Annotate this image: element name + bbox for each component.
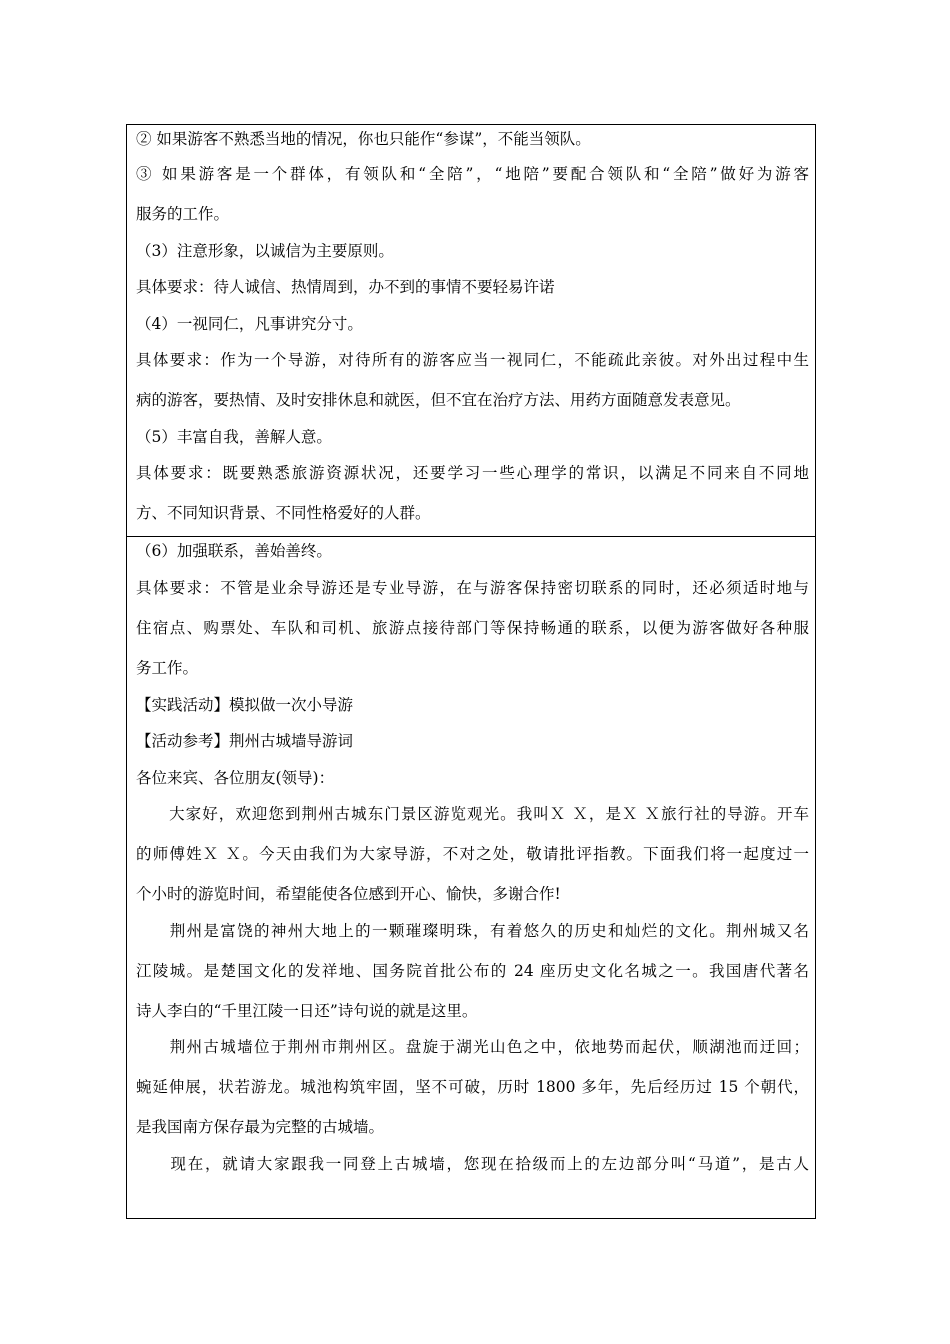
text-line: 【实践活动】模拟做一次小导游 (136, 696, 354, 714)
text-line: 的师傅姓Ｘ Ｘ。今天由我们为大家导游，不对之处，敬请批评指教。下面我们将一起度过一 (136, 845, 809, 863)
text-line: 服务的工作。 (136, 205, 230, 223)
text-line: 具体要求：既要熟悉旅游资源状况，还要学习一些心理学的常识，以满足不同来自不同地 (136, 464, 809, 482)
text-line: 诗人李白的“千里江陵一日还”诗句说的就是这里。 (136, 1002, 478, 1020)
text-line: 具体要求：待人诚信、热情周到，办不到的事情不要轻易许诺 (136, 278, 555, 296)
row-divider (127, 536, 815, 537)
text-line: 各位来宾、各位朋友(领导)： (136, 769, 335, 787)
text-line: 大家好，欢迎您到荆州古城东门景区游览观光。我叫Ｘ Ｘ，是Ｘ Ｘ旅行社的导游。开车 (136, 805, 809, 823)
text-line: 江陵城。是楚国文化的发祥地、国务院首批公布的 24 座历史文化名城之一。我国唐代著名 (136, 962, 809, 980)
text-line: 方、不同知识背景、不同性格爱好的人群。 (136, 504, 431, 522)
text-line: （3）注意形象，以诚信为主要原则。 (136, 242, 394, 260)
text-line: 荆州是富饶的神州大地上的一颗璀璨明珠，有着悠久的历史和灿烂的文化。荆州城又名 (136, 922, 809, 940)
text-line: 个小时的游览时间，希望能使各位感到开心、愉快，多谢合作! (136, 885, 561, 903)
text-line: 务工作。 (136, 659, 199, 677)
text-line: 是我国南方保存最为完整的古城墙。 (136, 1118, 385, 1136)
text-line: 【活动参考】荆州古城墙导游词 (136, 732, 354, 750)
text-line: 现在，就请大家跟我一同登上古城墙，您现在拾级而上的左边部分叫“马道”，是古人 (136, 1155, 809, 1173)
text-line: 具体要求：不管是业余导游还是专业导游，在与游客保持密切联系的同时，还必须适时地与 (136, 579, 809, 597)
text-line: 病的游客，要热情、及时安排休息和就医，但不宜在治疗方法、用药方面随意发表意见。 (136, 391, 741, 409)
text-line: 具体要求：作为一个导游，对待所有的游客应当一视同仁，不能疏此亲彼。对外出过程中生 (136, 351, 809, 369)
text-line: ② 如果游客不熟悉当地的情况，你也只能作“参谋”，不能当领队。 (136, 130, 591, 148)
text-line: （4）一视同仁，凡事讲究分寸。 (136, 315, 363, 333)
text-line: （5）丰富自我，善解人意。 (136, 428, 332, 446)
text-line: （6）加强联系，善始善终。 (136, 542, 332, 560)
text-line: 荆州古城墙位于荆州市荆州区。盘旋于湖光山色之中，依地势而起伏，顺湖池而迂回； (136, 1038, 809, 1056)
text-line: 住宿点、购票处、车队和司机、旅游点接待部门等保持畅通的联系，以便为游客做好各种服 (136, 619, 809, 637)
text-line: ③ 如果游客是一个群体，有领队和“全陪”，“地陪”要配合领队和“全陪”做好为游客 (136, 165, 809, 183)
text-line: 蜿延伸展，状若游龙。城池构筑牢固，坚不可破，历时 1800 多年，先后经历过 15 个朝代， (136, 1078, 809, 1096)
content-table (126, 124, 816, 1219)
